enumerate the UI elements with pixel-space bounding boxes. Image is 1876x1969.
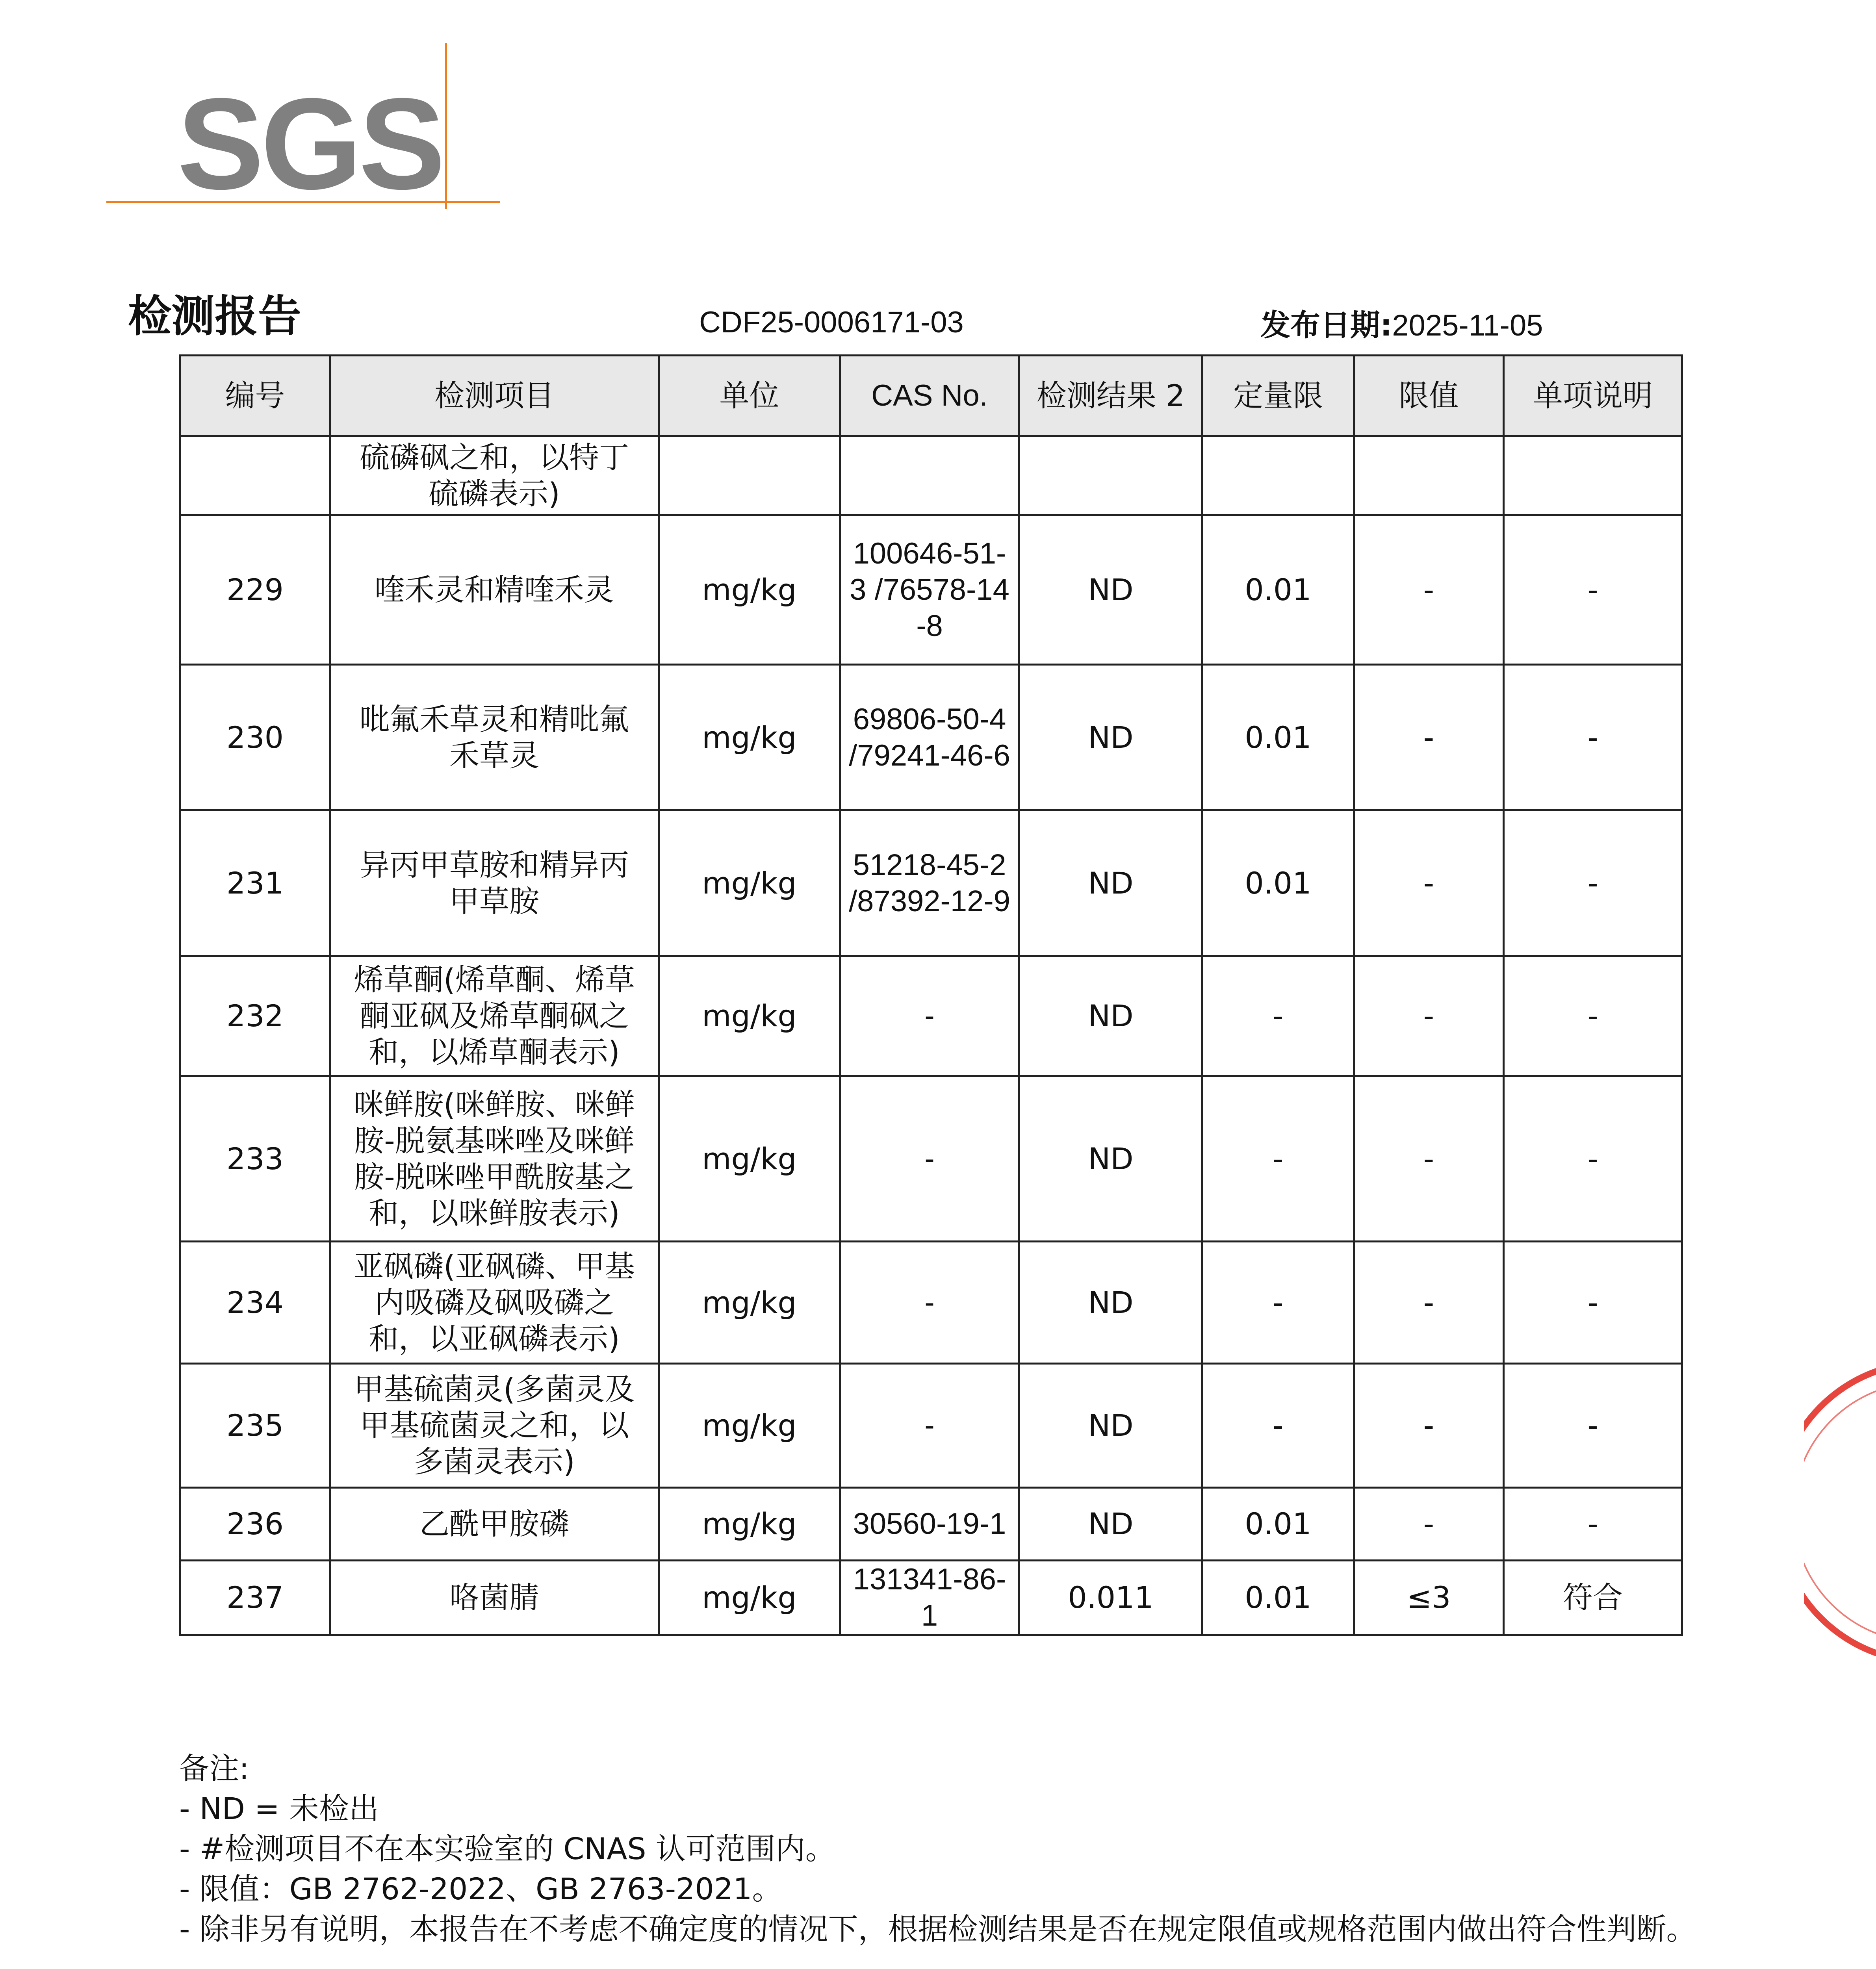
row-remark: - [1504, 1364, 1682, 1488]
row-limit: - [1354, 1076, 1504, 1242]
row-cas: - [840, 1364, 1019, 1488]
row-no: 237 [180, 1561, 330, 1635]
logo-text: SGS [177, 71, 442, 216]
row-remark: - [1504, 956, 1682, 1076]
note-line: - 除非另有说明，本报告在不考虑不确定度的情况下，根据检测结果是否在规定限值或规格范围内做出符合性判断。 [179, 1912, 1696, 1947]
row-unit: mg/kg [659, 956, 840, 1076]
table-row [180, 665, 1682, 810]
row-cas: 30560-19-1 [840, 1488, 1019, 1561]
row-item: 烯草酮(烯草酮、烯草酮亚砜及烯草酮砜之和，以烯草酮表示) [330, 956, 659, 1076]
report-title: 检测报告 [128, 291, 301, 341]
row-result: ND [1019, 810, 1202, 956]
row-cas: 131341-86-1 [840, 1561, 1019, 1635]
note-line: - ND = 未检出 [179, 1791, 379, 1826]
row-loq: 0.01 [1202, 1561, 1354, 1635]
row-item: 异丙甲草胺和精异丙甲草胺 [330, 810, 659, 956]
row-remark: 符合 [1504, 1561, 1682, 1635]
row-unit: mg/kg [659, 515, 840, 665]
row-loq: - [1202, 1242, 1354, 1364]
row-cas: 69806-50-4 /79241-46-6 [840, 665, 1019, 810]
row-loq: 0.01 [1202, 515, 1354, 665]
row-remark: - [1504, 1242, 1682, 1364]
row-item: 甲基硫菌灵(多菌灵及甲基硫菌灵之和，以多菌灵表示) [330, 1364, 659, 1488]
row-remark: - [1504, 1076, 1682, 1242]
row-remark: - [1504, 665, 1682, 810]
table-row [180, 436, 1682, 515]
header-no: 编号 [180, 356, 330, 436]
table-row [180, 1242, 1682, 1364]
row-no: 232 [180, 956, 330, 1076]
row-unit: mg/kg [659, 1488, 840, 1561]
row-item: 咯菌腈 [330, 1561, 659, 1635]
row-unit: mg/kg [659, 1242, 840, 1364]
row-no: 235 [180, 1364, 330, 1488]
row-no: 234 [180, 1242, 330, 1364]
row-unit: mg/kg [659, 1076, 840, 1242]
row-cas: - [840, 1242, 1019, 1364]
row-cas: 51218-45-2 /87392-12-9 [840, 810, 1019, 956]
row-limit: - [1354, 810, 1504, 956]
issue-date-value: 2025-11-05 [1392, 309, 1543, 342]
row-loq: 0.01 [1202, 665, 1354, 810]
row-result: ND [1019, 665, 1202, 810]
notes [179, 1748, 1715, 1949]
row-unit: mg/kg [659, 1561, 840, 1635]
issue-date [1260, 301, 1543, 344]
table-row [180, 515, 1682, 665]
row-result: ND [1019, 515, 1202, 665]
note-line: - #检测项目不在本实验室的 CNAS 认可范围内。 [179, 1831, 835, 1866]
row-loq [1202, 436, 1354, 515]
row-no [180, 436, 330, 515]
row-no: 236 [180, 1488, 330, 1561]
table-row [180, 1364, 1682, 1488]
row-item: 喹禾灵和精喹禾灵 [330, 515, 659, 665]
row-remark: - [1504, 515, 1682, 665]
row-loq: - [1202, 1364, 1354, 1488]
row-cas: - [840, 1076, 1019, 1242]
header-limit: 限值 [1354, 356, 1504, 436]
issue-date-label: 发布日期: [1260, 308, 1392, 343]
row-remark [1504, 436, 1682, 515]
header-loq: 定量限 [1202, 356, 1354, 436]
row-loq: - [1202, 956, 1354, 1076]
header-result: 检测结果 2 [1019, 356, 1202, 436]
row-no: 230 [180, 665, 330, 810]
row-remark: - [1504, 1488, 1682, 1561]
table-row [180, 1076, 1682, 1242]
partial-stamp-icon [1804, 1363, 1876, 1662]
row-loq: 0.01 [1202, 1488, 1354, 1561]
report-number: CDF25-0006171-03 [699, 306, 964, 339]
row-limit: - [1354, 1242, 1504, 1364]
results-table [179, 354, 1683, 1636]
row-result: ND [1019, 1076, 1202, 1242]
table-row [180, 1561, 1682, 1635]
row-loq: 0.01 [1202, 810, 1354, 956]
row-item: 吡氟禾草灵和精吡氟禾草灵 [330, 665, 659, 810]
row-result [1019, 436, 1202, 515]
row-no: 231 [180, 810, 330, 956]
row-result: ND [1019, 1488, 1202, 1561]
row-item: 硫磷砜之和，以特丁硫磷表示) [330, 436, 659, 515]
header-item: 检测项目 [330, 356, 659, 436]
row-limit: ≤3 [1354, 1561, 1504, 1635]
row-remark: - [1504, 810, 1682, 956]
row-result: 0.011 [1019, 1561, 1202, 1635]
row-unit: mg/kg [659, 810, 840, 956]
row-item: 乙酰甲胺磷 [330, 1488, 659, 1561]
logo-vertical-line [445, 43, 447, 209]
row-loq: - [1202, 1076, 1354, 1242]
row-unit: mg/kg [659, 1364, 840, 1488]
table-header-row [180, 356, 1682, 436]
row-result: ND [1019, 1364, 1202, 1488]
row-item: 亚砜磷(亚砜磷、甲基内吸磷及砜吸磷之和，以亚砜磷表示) [330, 1242, 659, 1364]
table-row [180, 1488, 1682, 1561]
header-remark: 单项说明 [1504, 356, 1682, 436]
row-limit: - [1354, 515, 1504, 665]
row-limit: - [1354, 1488, 1504, 1561]
row-cas [840, 436, 1019, 515]
row-result: ND [1019, 1242, 1202, 1364]
row-limit: - [1354, 665, 1504, 810]
table-row [180, 810, 1682, 956]
row-limit: - [1354, 956, 1504, 1076]
sgs-logo [106, 43, 508, 216]
note-line: - 限值：GB 2762-2022、GB 2763-2021。 [179, 1871, 782, 1906]
row-cas: 100646-51-3 /76578-14-8 [840, 515, 1019, 665]
row-no: 229 [180, 515, 330, 665]
notes-title: 备注: [179, 1751, 249, 1786]
row-no: 233 [180, 1076, 330, 1242]
row-limit [1354, 436, 1504, 515]
row-unit: mg/kg [659, 665, 840, 810]
header-cas: CAS No. [840, 356, 1019, 436]
row-cas: - [840, 956, 1019, 1076]
row-unit [659, 436, 840, 515]
table-row [180, 956, 1682, 1076]
row-result: ND [1019, 956, 1202, 1076]
row-limit: - [1354, 1364, 1504, 1488]
header-unit: 单位 [659, 356, 840, 436]
row-item: 咪鲜胺(咪鲜胺、咪鲜胺-脱氨基咪唑及咪鲜胺-脱咪唑甲酰胺基之和，以咪鲜胺表示) [330, 1076, 659, 1242]
